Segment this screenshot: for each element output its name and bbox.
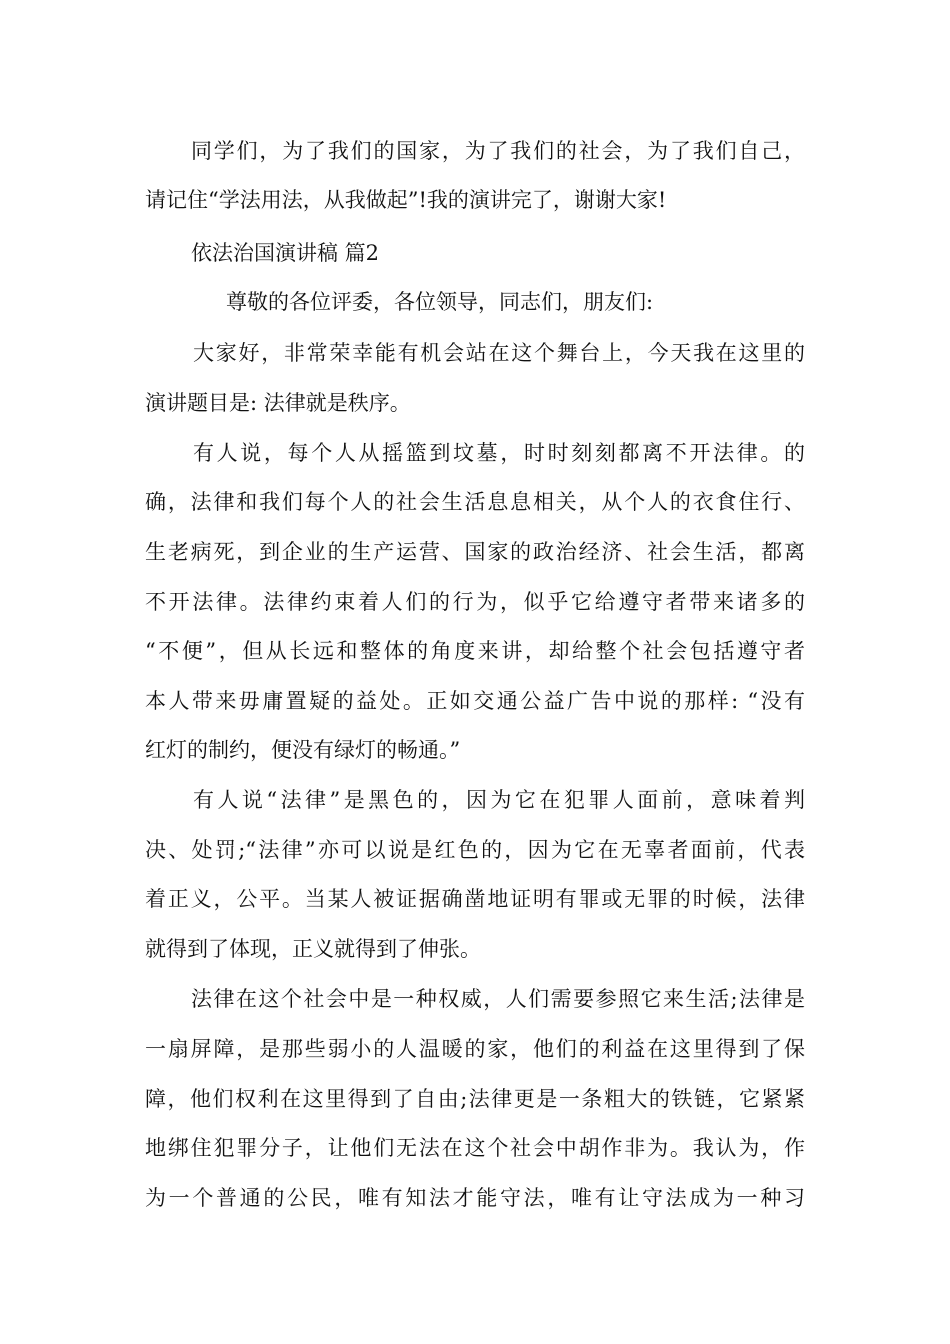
text-line: 红灯的制约，便没有绿灯的畅通。” [145, 738, 461, 762]
text-line: 生老病死，到企业的生产运营、国家的政治经济、社会生活，都离 [145, 540, 805, 564]
text-line: 确，法律和我们每个人的社会生活息息相关，从个人的衣食住行、 [145, 490, 805, 514]
text-line: 同学们，为了我们的国家，为了我们的社会，为了我们自己， [191, 139, 805, 163]
text-line: 不开法律。法律约束着人们的行为，似乎它给遵守者带来诸多的 [145, 590, 805, 614]
text-line: 着正义，公平。当某人被证据确凿地证明有罪或无罪的时候，法律 [145, 887, 805, 911]
text-line: “不便”，但从长远和整体的角度来讲，却给整个社会包括遵守者 [145, 639, 805, 663]
text-line: 地绑住犯罪分子，让他们无法在这个社会中胡作非为。我认为，作 [145, 1136, 805, 1160]
text-line: 为一个普通的公民，唯有知法才能守法，唯有让守法成为一种习 [145, 1186, 805, 1210]
section-heading: 依法治国演讲稿 篇2 [191, 241, 380, 265]
text-line: 就得到了体现，正义就得到了伸张。 [145, 937, 481, 961]
text-line: 一扇屏障，是那些弱小的人温暖的家，他们的利益在这里得到了保 [145, 1037, 805, 1061]
text-line: 法律在这个社会中是一种权威，人们需要参照它来生活;法律是 [191, 987, 805, 1011]
text-line: 请记住“学法用法，从我做起”!我的演讲完了，谢谢大家! [145, 188, 667, 212]
text-line: 障，他们权利在这里得到了自由;法律更是一条粗大的铁链，它紧紧 [145, 1087, 805, 1111]
text-line: 大家好，非常荣幸能有机会站在这个舞台上，今天我在这里的 [193, 341, 805, 365]
text-line: 决、处罚;“法律”亦可以说是红色的，因为它在无辜者面前，代表 [145, 838, 805, 862]
text-line: 本人带来毋庸置疑的益处。正如交通公益广告中说的那样: “没有 [145, 689, 805, 713]
text-line: 有人说，每个人从摇篮到坟墓，时时刻刻都离不开法律。的 [193, 441, 805, 465]
text-line: 演讲题目是: 法律就是秩序。 [145, 391, 411, 415]
salutation: 尊敬的各位评委，各位领导，同志们，朋友们: [226, 290, 654, 314]
text-line: 有人说“法律”是黑色的，因为它在犯罪人面前，意味着判 [193, 788, 805, 812]
